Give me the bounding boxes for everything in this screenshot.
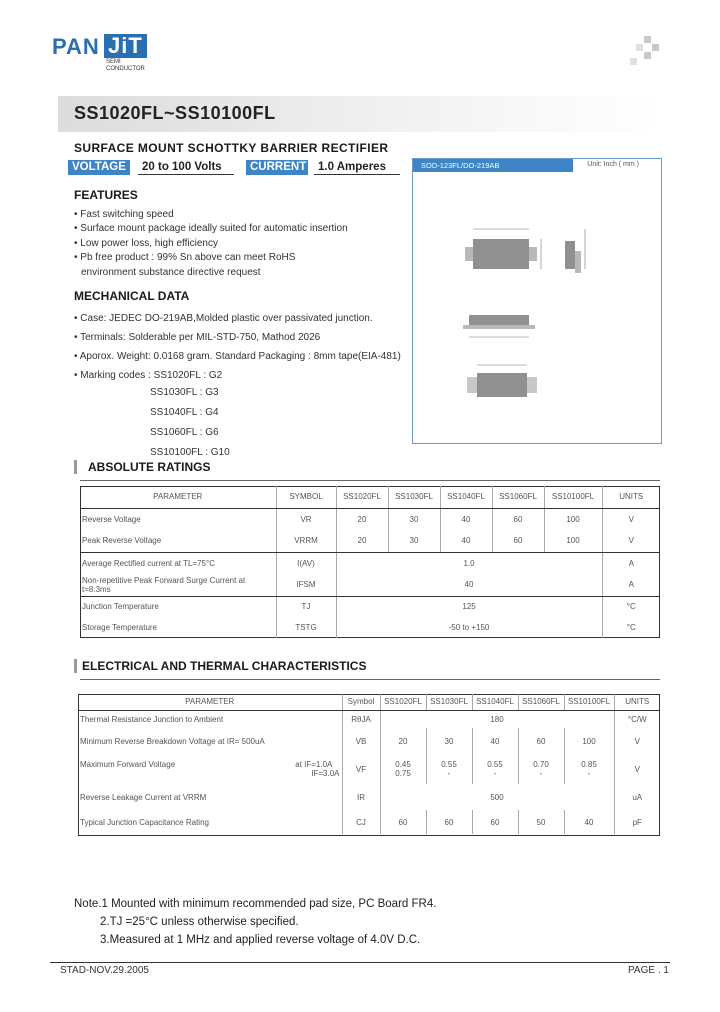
value-cell: 60 <box>492 530 544 552</box>
value-cell: 30 <box>426 728 472 754</box>
value-cell: 1.0 <box>336 552 602 574</box>
mechanical-list <box>74 309 410 385</box>
symbol-cell: IR <box>342 784 380 810</box>
page-number: PAGE . 1 <box>628 965 669 976</box>
value-cell: 180 <box>380 710 614 728</box>
features-heading: FEATURES <box>74 188 138 202</box>
note-3: 3.Measured at 1 MHz and applied reverse voltage of 4.0V D.C. <box>100 934 421 946</box>
unit-cell: V <box>628 514 634 524</box>
logo-sub-line-2: CONDUCTOR <box>106 66 145 72</box>
param-cell: Non-repetitive Peak Forward Surge Current at t=8.3ms <box>80 574 276 596</box>
table-header-row <box>80 486 660 508</box>
table-row <box>78 754 660 784</box>
param-cell: Junction Temperature <box>80 596 276 617</box>
value-cell: 20 <box>336 530 388 552</box>
package-drawing <box>413 159 661 443</box>
value-cell: 100 <box>544 530 602 552</box>
header-cell: SS10100FL <box>544 486 602 508</box>
value-cell: 20 <box>336 508 388 530</box>
unit-cell: V <box>634 736 640 746</box>
header-cell: SS10100FL <box>564 694 614 710</box>
value-cell: 0.85 - <box>564 754 614 784</box>
unit-cell: °C <box>626 602 636 612</box>
note-2: 2.TJ =25°C unless otherwise specified. <box>100 916 299 928</box>
marking-code: SS1030FL : G3 <box>150 387 219 398</box>
list-item: • Aporox. Weight: 0.0168 gram. Standard Packaging : 8mm tape(EIA-481) <box>74 351 401 362</box>
header-cell: SS1040FL <box>472 694 518 710</box>
current-label: CURRENT <box>246 160 308 175</box>
voltage-label: VOLTAGE <box>68 160 130 175</box>
footer-divider <box>50 962 670 963</box>
symbol-cell: TSTG <box>276 617 336 638</box>
voltage-value: 20 to 100 Volts <box>138 160 234 175</box>
marking-code: SS1060FL : G6 <box>150 427 219 438</box>
logo-brand-left: PAN <box>52 34 100 59</box>
marking-code: SS10100FL : G10 <box>150 447 230 458</box>
value-cell: 40 <box>440 530 492 552</box>
table-row <box>80 596 660 617</box>
marking-code: SS1040FL : G4 <box>150 407 219 418</box>
symbol-cell: TJ <box>276 596 336 617</box>
symbol-cell: I(AV) <box>276 552 336 574</box>
table-row <box>80 617 660 638</box>
symbol-cell: IFSM <box>276 574 336 596</box>
table-row <box>80 508 660 530</box>
symbol-cell: VF <box>342 754 380 784</box>
list-item: environment substance directive request <box>81 266 261 278</box>
value-cell: 125 <box>336 596 602 617</box>
value-cell: 40 <box>336 574 602 596</box>
param-text: Maximum Forward Voltage <box>80 760 176 769</box>
value-cell: 60 <box>380 810 426 834</box>
param-cell: Minimum Reverse Breakdown Voltage at IR= 500uA <box>78 728 342 754</box>
table-row <box>80 574 660 596</box>
list-item: • Terminals: Solderable per MIL-STD-750, Mathod 2026 <box>74 332 321 343</box>
param-cell: Thermal Resistance Junction to Ambient <box>78 710 342 728</box>
value-cell: 60 <box>472 810 518 834</box>
list-item: • Fast switching speed <box>74 209 174 220</box>
note-1: Note.1 Mounted with minimum recommended pad size, PC Board FR4. <box>74 898 437 910</box>
table-row <box>78 728 660 754</box>
header-cell: UNITS <box>614 694 660 710</box>
marking-codes <box>150 383 230 463</box>
package-outline-box <box>412 158 662 444</box>
unit-cell: A <box>628 558 634 568</box>
list-item: • Surface mount package ideally suited for automatic insertion <box>74 223 348 235</box>
param-cell: Average Rectified current at TL=75°C <box>80 552 276 574</box>
header-cell: SS1060FL <box>518 694 564 710</box>
list-item: • Pb free product : 99% Sn above can meet RoHS <box>74 252 296 264</box>
param-cell: Typical Junction Capacitance Rating <box>78 810 342 834</box>
value-cell: 40 <box>564 810 614 834</box>
value-cell: 60 <box>492 508 544 530</box>
table-row <box>78 710 660 728</box>
header-cell: SS1020FL <box>380 694 426 710</box>
condition-line-2: IF=3.0A <box>311 769 340 778</box>
table-header-row <box>78 694 660 710</box>
symbol-cell: VR <box>276 508 336 530</box>
value-cell: 0.55 - <box>426 754 472 784</box>
electrical-table <box>78 694 660 834</box>
package-title: SOD-123FL/DO-219AB <box>413 159 573 172</box>
table-row <box>80 552 660 574</box>
package-unit: Unit: Inch ( mm ) <box>587 161 639 168</box>
product-subtitle: SURFACE MOUNT SCHOTTKY BARRIER RECTIFIER <box>74 141 389 155</box>
value-cell: 60 <box>518 728 564 754</box>
footer-date: STAD-NOV.29.2005 <box>60 965 149 976</box>
section-marker <box>74 659 77 673</box>
condition-line-1: at IF=1.0A <box>295 760 333 769</box>
param-cell: Peak Reverse Voltage <box>80 530 276 552</box>
value-cell: 40 <box>440 508 492 530</box>
param-cell: Storage Temperature <box>80 617 276 638</box>
unit-cell: V <box>602 530 660 552</box>
value-cell: 30 <box>388 508 440 530</box>
decorative-squares <box>630 36 660 66</box>
current-value: 1.0 Amperes <box>314 160 400 175</box>
header-cell: SYMBOL <box>276 486 336 508</box>
unit-cell: °C/W <box>627 714 647 724</box>
value-cell: 500 <box>380 784 614 810</box>
page-title: SS1020FL~SS10100FL <box>74 103 276 123</box>
mechanical-heading: MECHANICAL DATA <box>74 289 190 303</box>
logo-brand-right: JiT <box>104 34 147 58</box>
value-cell: 20 <box>380 728 426 754</box>
value-cell: 40 <box>472 728 518 754</box>
symbol-cell: RθJA <box>342 710 380 728</box>
unit-cell: °C <box>626 623 636 632</box>
header-cell: PARAMETER <box>80 486 276 508</box>
table-row <box>78 784 660 810</box>
value-cell: 0.45 0.75 <box>380 754 426 784</box>
electrical-heading: ELECTRICAL AND THERMAL CHARACTERISTICS <box>82 659 367 673</box>
list-item: • Case: JEDEC DO-219AB,Molded plastic over passivated junction. <box>74 313 373 324</box>
absolute-ratings-heading: ABSOLUTE RATINGS <box>88 460 211 474</box>
value-cell: 0.70 - <box>518 754 564 784</box>
absolute-ratings-table <box>80 486 660 638</box>
condition-cell <box>295 760 339 778</box>
value-cell: 50 <box>518 810 564 834</box>
value-cell: 100 <box>544 508 602 530</box>
unit-cell: V <box>634 764 640 774</box>
symbol-cell: CJ <box>342 810 380 834</box>
value-cell: 0.55 - <box>472 754 518 784</box>
header-cell: SS1030FL <box>388 486 440 508</box>
header-cell: UNITS <box>602 486 660 508</box>
header-cell: SS1020FL <box>336 486 388 508</box>
header-cell: SS1060FL <box>492 486 544 508</box>
divider <box>80 480 660 481</box>
symbol-cell: VRRM <box>276 530 336 552</box>
header-cell: Symbol <box>342 694 380 710</box>
features-list <box>74 208 404 280</box>
divider <box>80 679 660 680</box>
value-cell: 60 <box>426 810 472 834</box>
table-row <box>80 530 660 552</box>
list-item: • Low power loss, high efficiency <box>74 237 218 249</box>
logo-sub-line-1: SEMI <box>106 59 121 65</box>
section-marker <box>74 460 77 474</box>
value-cell: 30 <box>388 530 440 552</box>
param-cell: Reverse Voltage <box>80 508 276 530</box>
unit-cell: pF <box>632 817 642 827</box>
header-cell: SS1030FL <box>426 694 472 710</box>
value-cell: -50 to +150 <box>336 617 602 638</box>
header-cell: SS1040FL <box>440 486 492 508</box>
header-cell: PARAMETER <box>78 694 342 710</box>
list-item: • Marking codes : SS1020FL : G2 <box>74 370 223 381</box>
unit-cell: uA <box>632 792 643 802</box>
symbol-cell: VB <box>342 728 380 754</box>
unit-cell: A <box>602 574 660 596</box>
param-cell <box>78 754 342 784</box>
param-cell: Reverse Leakage Current at VRRM <box>78 784 342 810</box>
logo-subtext <box>106 59 145 73</box>
value-cell: 100 <box>564 728 614 754</box>
table-row <box>78 810 660 834</box>
